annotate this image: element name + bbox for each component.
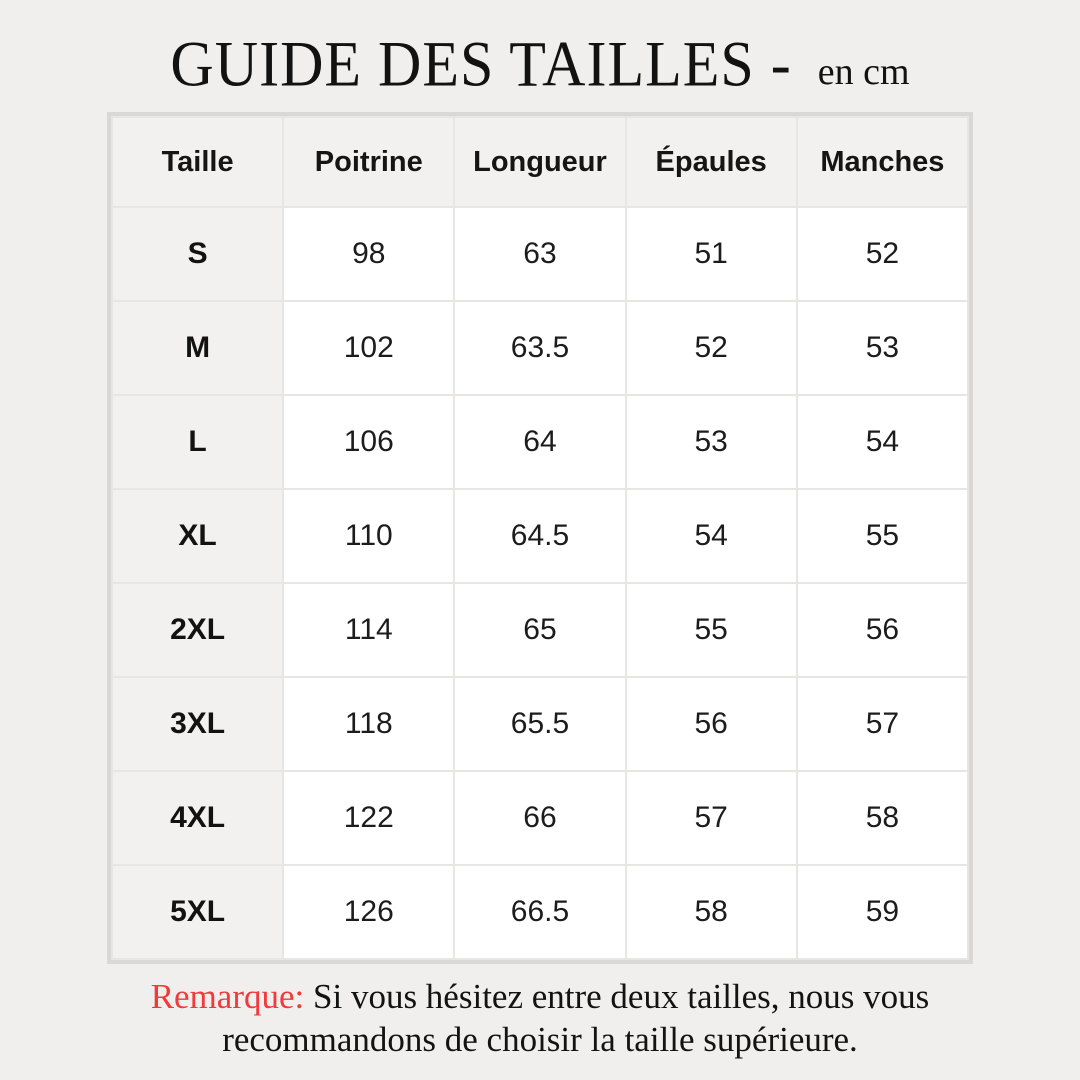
epaules-cell: 56 xyxy=(626,677,797,771)
longueur-cell: 66 xyxy=(454,771,625,865)
poitrine-cell: 102 xyxy=(283,301,454,395)
header-epaules: Épaules xyxy=(626,117,797,207)
table-row-2xl xyxy=(112,583,968,677)
manches-cell: 57 xyxy=(797,677,968,771)
note-label: Remarque: xyxy=(150,977,305,1016)
longueur-cell: 66.5 xyxy=(454,865,625,959)
poitrine-cell: 110 xyxy=(283,489,454,583)
header-row xyxy=(112,117,968,207)
table-row-3xl xyxy=(112,677,968,771)
table-row-4xl xyxy=(112,771,968,865)
size-table xyxy=(111,116,969,960)
epaules-cell: 58 xyxy=(626,865,797,959)
manches-cell: 58 xyxy=(797,771,968,865)
epaules-cell: 53 xyxy=(626,395,797,489)
manches-cell: 55 xyxy=(797,489,968,583)
longueur-cell: 63 xyxy=(454,207,625,301)
epaules-cell: 51 xyxy=(626,207,797,301)
manches-cell: 54 xyxy=(797,395,968,489)
table-row-s xyxy=(112,207,968,301)
page-title xyxy=(170,30,909,106)
epaules-cell: 54 xyxy=(626,489,797,583)
manches-cell: 52 xyxy=(797,207,968,301)
table-row-5xl xyxy=(112,865,968,959)
size-label: 4XL xyxy=(112,771,283,865)
poitrine-cell: 106 xyxy=(283,395,454,489)
longueur-cell: 64.5 xyxy=(454,489,625,583)
size-label: 3XL xyxy=(112,677,283,771)
poitrine-cell: 118 xyxy=(283,677,454,771)
size-label: L xyxy=(112,395,283,489)
poitrine-cell: 126 xyxy=(283,865,454,959)
manches-cell: 56 xyxy=(797,583,968,677)
table-row-m xyxy=(112,301,968,395)
size-table-container xyxy=(107,112,973,964)
size-label: XL xyxy=(112,489,283,583)
size-label: S xyxy=(112,207,283,301)
manches-cell: 53 xyxy=(797,301,968,395)
size-table-header xyxy=(112,117,968,207)
header-longueur: Longueur xyxy=(454,117,625,207)
poitrine-cell: 98 xyxy=(283,207,454,301)
manches-cell: 59 xyxy=(797,865,968,959)
longueur-cell: 63.5 xyxy=(454,301,625,395)
table-row-l xyxy=(112,395,968,489)
epaules-cell: 52 xyxy=(626,301,797,395)
note-text: Si vous hésitez entre deux tailles, nous vous recommandons de choisir la taille supérieure. xyxy=(222,977,930,1059)
size-label: 2XL xyxy=(112,583,283,677)
epaules-cell: 57 xyxy=(626,771,797,865)
table-row-xl xyxy=(112,489,968,583)
title-unit: en cm xyxy=(817,51,910,93)
header-manches: Manches xyxy=(797,117,968,207)
size-label: 5XL xyxy=(112,865,283,959)
longueur-cell: 64 xyxy=(454,395,625,489)
size-label: M xyxy=(112,301,283,395)
longueur-cell: 65 xyxy=(454,583,625,677)
size-note xyxy=(65,976,1015,1061)
poitrine-cell: 114 xyxy=(283,583,454,677)
title-text: GUIDE DES TAILLES - xyxy=(170,28,792,100)
poitrine-cell: 122 xyxy=(283,771,454,865)
size-table-body xyxy=(112,207,968,959)
header-taille: Taille xyxy=(112,117,283,207)
epaules-cell: 55 xyxy=(626,583,797,677)
longueur-cell: 65.5 xyxy=(454,677,625,771)
header-poitrine: Poitrine xyxy=(283,117,454,207)
